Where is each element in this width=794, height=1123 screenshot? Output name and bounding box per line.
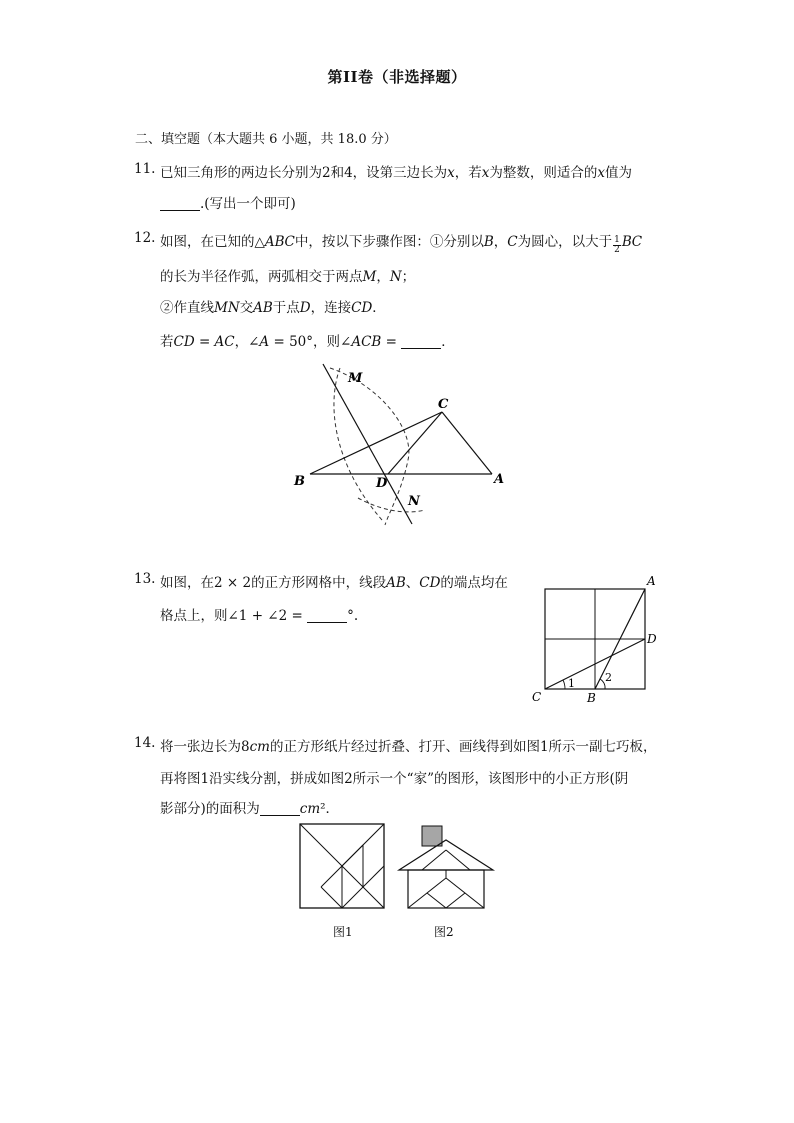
q12-number: 12. <box>134 230 156 246</box>
segment-bc <box>310 412 442 474</box>
q11-line2 <box>160 192 296 212</box>
q14-number: 14. <box>134 735 156 751</box>
q13-answer-blank <box>307 608 347 623</box>
label-n: N <box>408 494 420 509</box>
label-a: A <box>647 574 656 588</box>
q12-line1-b: 𝐵𝐶 <box>621 234 643 250</box>
q14-house-figure-2 <box>396 820 496 912</box>
q13-line2-b: °. <box>347 608 359 624</box>
body-inner-left <box>427 893 446 908</box>
q11-answer-blank <box>160 196 200 211</box>
q14-line2: 再将图1沿实线分割，拼成如图2所示一个“家”的图形，该图形中的小正方形(阴 <box>160 771 629 787</box>
q12-line1 <box>160 230 642 255</box>
house-roof <box>399 840 493 870</box>
label-m: M <box>348 371 363 386</box>
section-heading: 二、填空题（本大题共 6 小题，共 18.0 分） <box>135 132 397 147</box>
q13-line2 <box>160 604 358 624</box>
q12-fraction <box>613 236 621 255</box>
body-inner-right <box>446 893 465 908</box>
label-d: D <box>376 476 388 491</box>
q12-frac-den: 2 <box>614 245 620 255</box>
q13-line1: 如图，在2 × 2的正方形网格中，线段𝐴𝐵、𝐶𝐷的端点均在 <box>160 575 508 591</box>
q12-line4 <box>160 330 455 350</box>
q11-line2-text: .(写出一个即可) <box>200 196 296 212</box>
q12-line4-a: 若𝐶𝐷 = 𝐴𝐶，∠𝐴 = 50°，则∠𝐴𝐶𝐵 = <box>160 334 397 350</box>
fig1-caption: 图1 <box>333 925 353 939</box>
label-angle-1: 1 <box>568 677 575 690</box>
label-c: C <box>438 397 449 412</box>
q13-number: 13. <box>134 571 156 587</box>
q14-tangram-figure-1 <box>298 822 386 910</box>
segment-ca <box>442 412 492 474</box>
q13-grid-figure <box>528 570 668 710</box>
q12-line1-a: 如图，在已知的△𝐴𝐵𝐶中，按以下步骤作图：①分别以𝐵，𝐶为圆心，以大于 <box>160 234 613 250</box>
segment-cd <box>388 412 442 474</box>
q12-triangle-figure <box>290 360 510 530</box>
paper-title: 第II卷（非选择题） <box>327 68 467 86</box>
label-b: B <box>587 691 596 705</box>
tangram-parallelogram-edge <box>321 887 342 908</box>
q12-answer-blank <box>401 334 441 349</box>
label-c: C <box>532 690 542 704</box>
q14-line3-a: 影部分)的面积为 <box>160 801 260 817</box>
label-a: A <box>494 472 505 487</box>
q12-frac-num: 1 <box>614 235 620 245</box>
q12-line3: ②作直线𝑀𝑁交𝐴𝐵于点𝐷，连接𝐶𝐷． <box>160 300 386 316</box>
label-b: B <box>294 474 305 489</box>
q11-number: 11. <box>134 161 156 177</box>
q14-line1: 将一张边长为8𝑐𝑚的正方形纸片经过折叠、打开、画线得到如图1所示一副七巧板， <box>160 739 657 755</box>
label-angle-2: 2 <box>605 671 612 684</box>
angle-1-arc <box>563 680 565 689</box>
q14-answer-blank <box>260 801 300 816</box>
q12-line4-b: ． <box>441 334 455 350</box>
tangram-square-edge-1 <box>342 845 363 866</box>
fig2-caption: 图2 <box>434 925 454 939</box>
q12-line2: 的长为半径作弧，两弧相交于两点𝑀，𝑁； <box>160 269 416 285</box>
q13-line2-a: 格点上，则∠1 + ∠2 = <box>160 608 303 624</box>
q11-line1: 已知三角形的两边长分别为2和4，设第三边长为𝑥，若𝑥为整数，则适合的𝑥值为 <box>160 165 633 181</box>
label-d: D <box>647 632 657 646</box>
q14-line3-b: 𝑐𝑚²． <box>299 801 340 817</box>
shaded-small-square <box>422 826 442 846</box>
q14-line3 <box>160 797 339 817</box>
